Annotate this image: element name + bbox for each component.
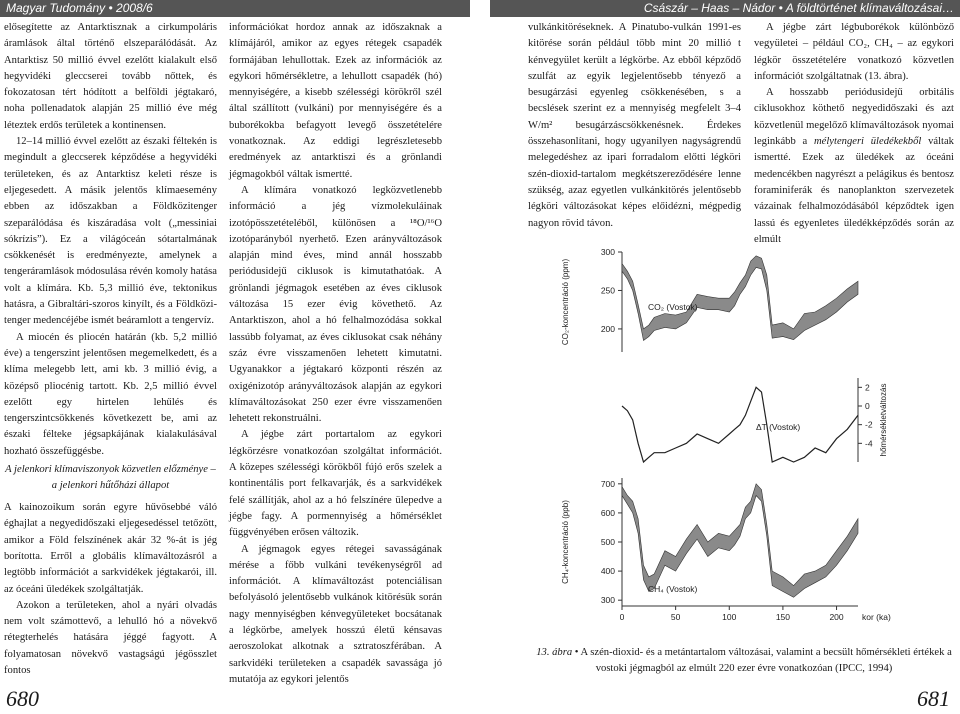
y-tick-label: -4: [865, 438, 873, 449]
series-name: ΔT (Vostok): [756, 422, 801, 432]
paragraph: A jégbe zárt portartalom az egykori légkörzésre vonatkozóan szolgáltat információt. A közepes szélességi körökből fújó erős szelek a kontinentális port felkavarják, és a sarkvidékek felé szállítják, ahol az a hó felszínére ülepedve a jégbe fagy. A pormennyiség a hőmérséklet függvényében erősen változik.: [229, 429, 442, 539]
paragraph: Azokon a területeken, ahol a nyári olvadás nem volt számottevő, a lehulló hó a növekvő rétegterhelés hatására jéggé fagyott. A folyamatosan növekvő vastagságú jégösszlet fontos: [4, 599, 217, 676]
series-band: [622, 484, 858, 598]
y-tick-label: 300: [600, 247, 615, 257]
text-run: váltak ismertté. Ezek az üledékek az óceáni medencékben nagyrészt a pelágikus és bentosz foraminiferák és nanoplankton szervezetek vázainak felhalmozódásából képződtek igen lassú és egyenletes üledékképződés során az elmúlt: [754, 136, 954, 245]
y-axis-label: hőmérsékletváltozás: [879, 383, 888, 457]
column-4: [754, 20, 954, 248]
x-tick-label: 200: [829, 612, 844, 622]
y-tick-label: 250: [600, 285, 615, 296]
y-axis-label: CH₄-koncentráció (ppb): [561, 500, 570, 584]
y-tick-label: 300: [600, 595, 615, 606]
x-tick-label: 100: [722, 612, 737, 622]
paragraph: A jégbe zárt légbuborékok különböző vegyületei – például CO₂, CH₄ – az egykori légkör összetételére vonatkozó közvetlen információt szolgáltatnak (13. ábra).: [754, 22, 954, 82]
paragraph: [754, 85, 954, 248]
paragraph: A kainozoikum során egyre hűvösebbé váló éghajlat a negyedidőszaki eljegesedéssel tetőzött, amikor a Föld felszínének akár 32 %-át is jég borította. Erről a globális klímaváltozásról a legtöbb információt a sarkvidékek jégtakarói, ill. az óceáni üledékek szolgáltatják.: [4, 502, 217, 595]
series-name: CO₂ (Vostok): [648, 302, 698, 312]
y-tick-label: 700: [600, 478, 615, 489]
page-number-right: 681: [917, 686, 950, 711]
y-tick-label: -2: [865, 419, 873, 430]
paragraph: elősegítette az Antarktisznak a cirkumpoláris áramlások által történő elszeparálódását. Az Antarktisz 50 millió évvel ezelőtt kialakult első hegyvidéki gleccserei tovább nőttek, és fokozatosan tért hódított a belföldi jégtakaró, noha pollenadatok alapján 25 millió éve még léteztek erdős területek a kontinensen.: [4, 22, 217, 131]
x-tick-label: 0: [619, 612, 625, 622]
y-tick-label: 200: [600, 323, 615, 334]
y-tick-label: 400: [600, 566, 615, 577]
emphasis: mélytengeri üledékekből: [814, 136, 922, 148]
y-tick-label: 2: [865, 382, 870, 393]
text-run: A hosszabb periódusidejű orbitális ciklusokhoz köthető negyedidőszaki és azt közvetlenül megelőző klímaváltozások nyomai leginkább a: [754, 87, 954, 148]
x-tick-label: 50: [670, 612, 681, 622]
x-axis-label: kor (ka): [862, 612, 891, 622]
figure-label: 13. ábra: [536, 647, 573, 658]
y-tick-label: 0: [865, 401, 870, 411]
paragraph: vulkánkitöréseknek. A Pinatubo-vulkán 1991-es kitörése során például több mint 20 millió t kénvegyület került a légkörbe. Az ebből képződő szulfát az egyik legjelentősebb tényező a besugárzási egyenleg csökkenésében, s a becslések szerint ez a mennyiség megfelelt 3–4 W/m² besugárzáscsökkenésnek. Érdekes összehasonlítani, hogy ugyanilyen nagyságrendű melegedéshez az ipari forradalom előtti légköri szén-dioxid-tartalom megkétszereződésére lenne szükség, azaz egyetlen vulkánkitörés jelentősebb légköri változásokat képes előidézni, mégpedig nagyon rövid távon.: [528, 22, 741, 229]
series-line: [622, 387, 858, 462]
paragraph: A miocén és pliocén határán (kb. 5,2 millió éve) a tengerszint jelentősen megemelkedett, és a klíma melegebb lett, ami kb. 3 millió évig, a középső pliocénig tartott. Kb. 2,5 millió évvel ezelőtt egy hirtelen lehűlés és tengerszintcsökkenés következett be, ami az északi félteke jégsapkájának kialakulásával hozható összefüggésbe.: [4, 331, 217, 457]
paragraph: A klímára vonatkozó legközvetlenebb információ a jég vízmolekuláinak izotópösszetételéből, különösen a ¹⁸O/¹⁶O izotóparányból nyerhető. Ezen arányváltozások alapján mind éves, mind annál hosszabb periódusidejű ciklusok is kimutathatóak. A grönlandi jégmagok esetében az éves ciklusok változása 15 ezer évig követhető. Az Antarktiszon, ahol a hó felhalmozódása sokkal lassúbb folyamat, az éves ciklusokat csak néhány száz évre visszamenően lehetett kimutatni. Ugyanakkor a jégtakaró központi részén az oxigénizotóp arányváltozások alapján az egykori klímaváltozásokat 250 ezer évre visszamenően lehetett rekonstruálni.: [229, 184, 442, 425]
figure-caption: [534, 645, 954, 677]
caption-text: • A szén-dioxid- és a metántartalom változásai, valamint a becsült hőmérsékleti értékek a vostoki jégmagból az elmúlt 220 ezer évre vonatkozóan (IPCC, 1994): [572, 647, 952, 674]
paragraph: A jégmagok egyes rétegei savasságának mérése a főbb vulkáni tevékenységről ad információt. A klímaváltozást potenciálisan befolyásoló jelentősebb vulkánok kitörésük során nagy mennyiségben kénvegyületeket bocsátanak a légkörbe, amelyek hosszú életű kénsavas aeroszolokat alkotnak a sztratoszférában. A sarkvidéki területeken a csapadék savassága jó mutatója az egykori jelentős: [229, 543, 442, 685]
series-band: [622, 256, 858, 341]
page-number-left: 680: [6, 686, 39, 711]
column-3: [528, 20, 741, 232]
series-name: CH₄ (Vostok): [648, 584, 698, 594]
x-tick-label: 150: [775, 612, 791, 622]
section-heading: A jelenkori klímaviszonyok közvetlen előzménye – a jelenkori hűtőházi állapot: [5, 464, 216, 492]
vostok-chart: [556, 240, 896, 632]
column-1: [4, 20, 217, 679]
paragraph: információkat hordoz annak az időszaknak a klímájáról, amikor az egyes rétegek csapadék formájában lehullottak. Ezek az információk az egykori hőmérsékletre, a lehullott csapadék (hó) mennyiségére, a kisebb szélességi körökről szél által szállított (vulkáni) por mennyiségére és a buborékokba befagyott levegő összetételére vonatkoznak. Az eddigi legrészletesebb eredmények az antarktiszi és a grönlandi jégmagokból váltak ismertté.: [229, 22, 442, 180]
running-header-left: Magyar Tudomány • 2008/6: [0, 0, 470, 17]
y-tick-label: 600: [600, 507, 615, 518]
running-header-right: Császár – Haas – Nádor • A földtörténet klímaváltozásai…: [490, 0, 960, 17]
paragraph: 12–14 millió évvel ezelőtt az északi féltekén is megindult a gleccserek képződése a hegyvidéki területeken, és az Antarktisz keleti része is eljegesedett. A másik jelentős klímaesemény ebben az időszakban a Földközitenger szeparálódása és kiszáradása volt („messiniai sókrízis”). Ez a világóceán sótartalmának csökkenését is eredményezte, amelynek a tengeráramlások módosulása révén komoly hatása volt a klímára. Kb. 5,3 millió éve, tektonikus hatásra, a Gibraltári-szoros kinyílt, és a Földközi-tenger medencéjébe ismét beáramlott a tengervíz.: [4, 136, 217, 327]
column-2: [229, 20, 442, 688]
y-axis-label: CO₂-koncentráció (ppm): [561, 258, 570, 346]
y-tick-label: 500: [600, 537, 615, 547]
